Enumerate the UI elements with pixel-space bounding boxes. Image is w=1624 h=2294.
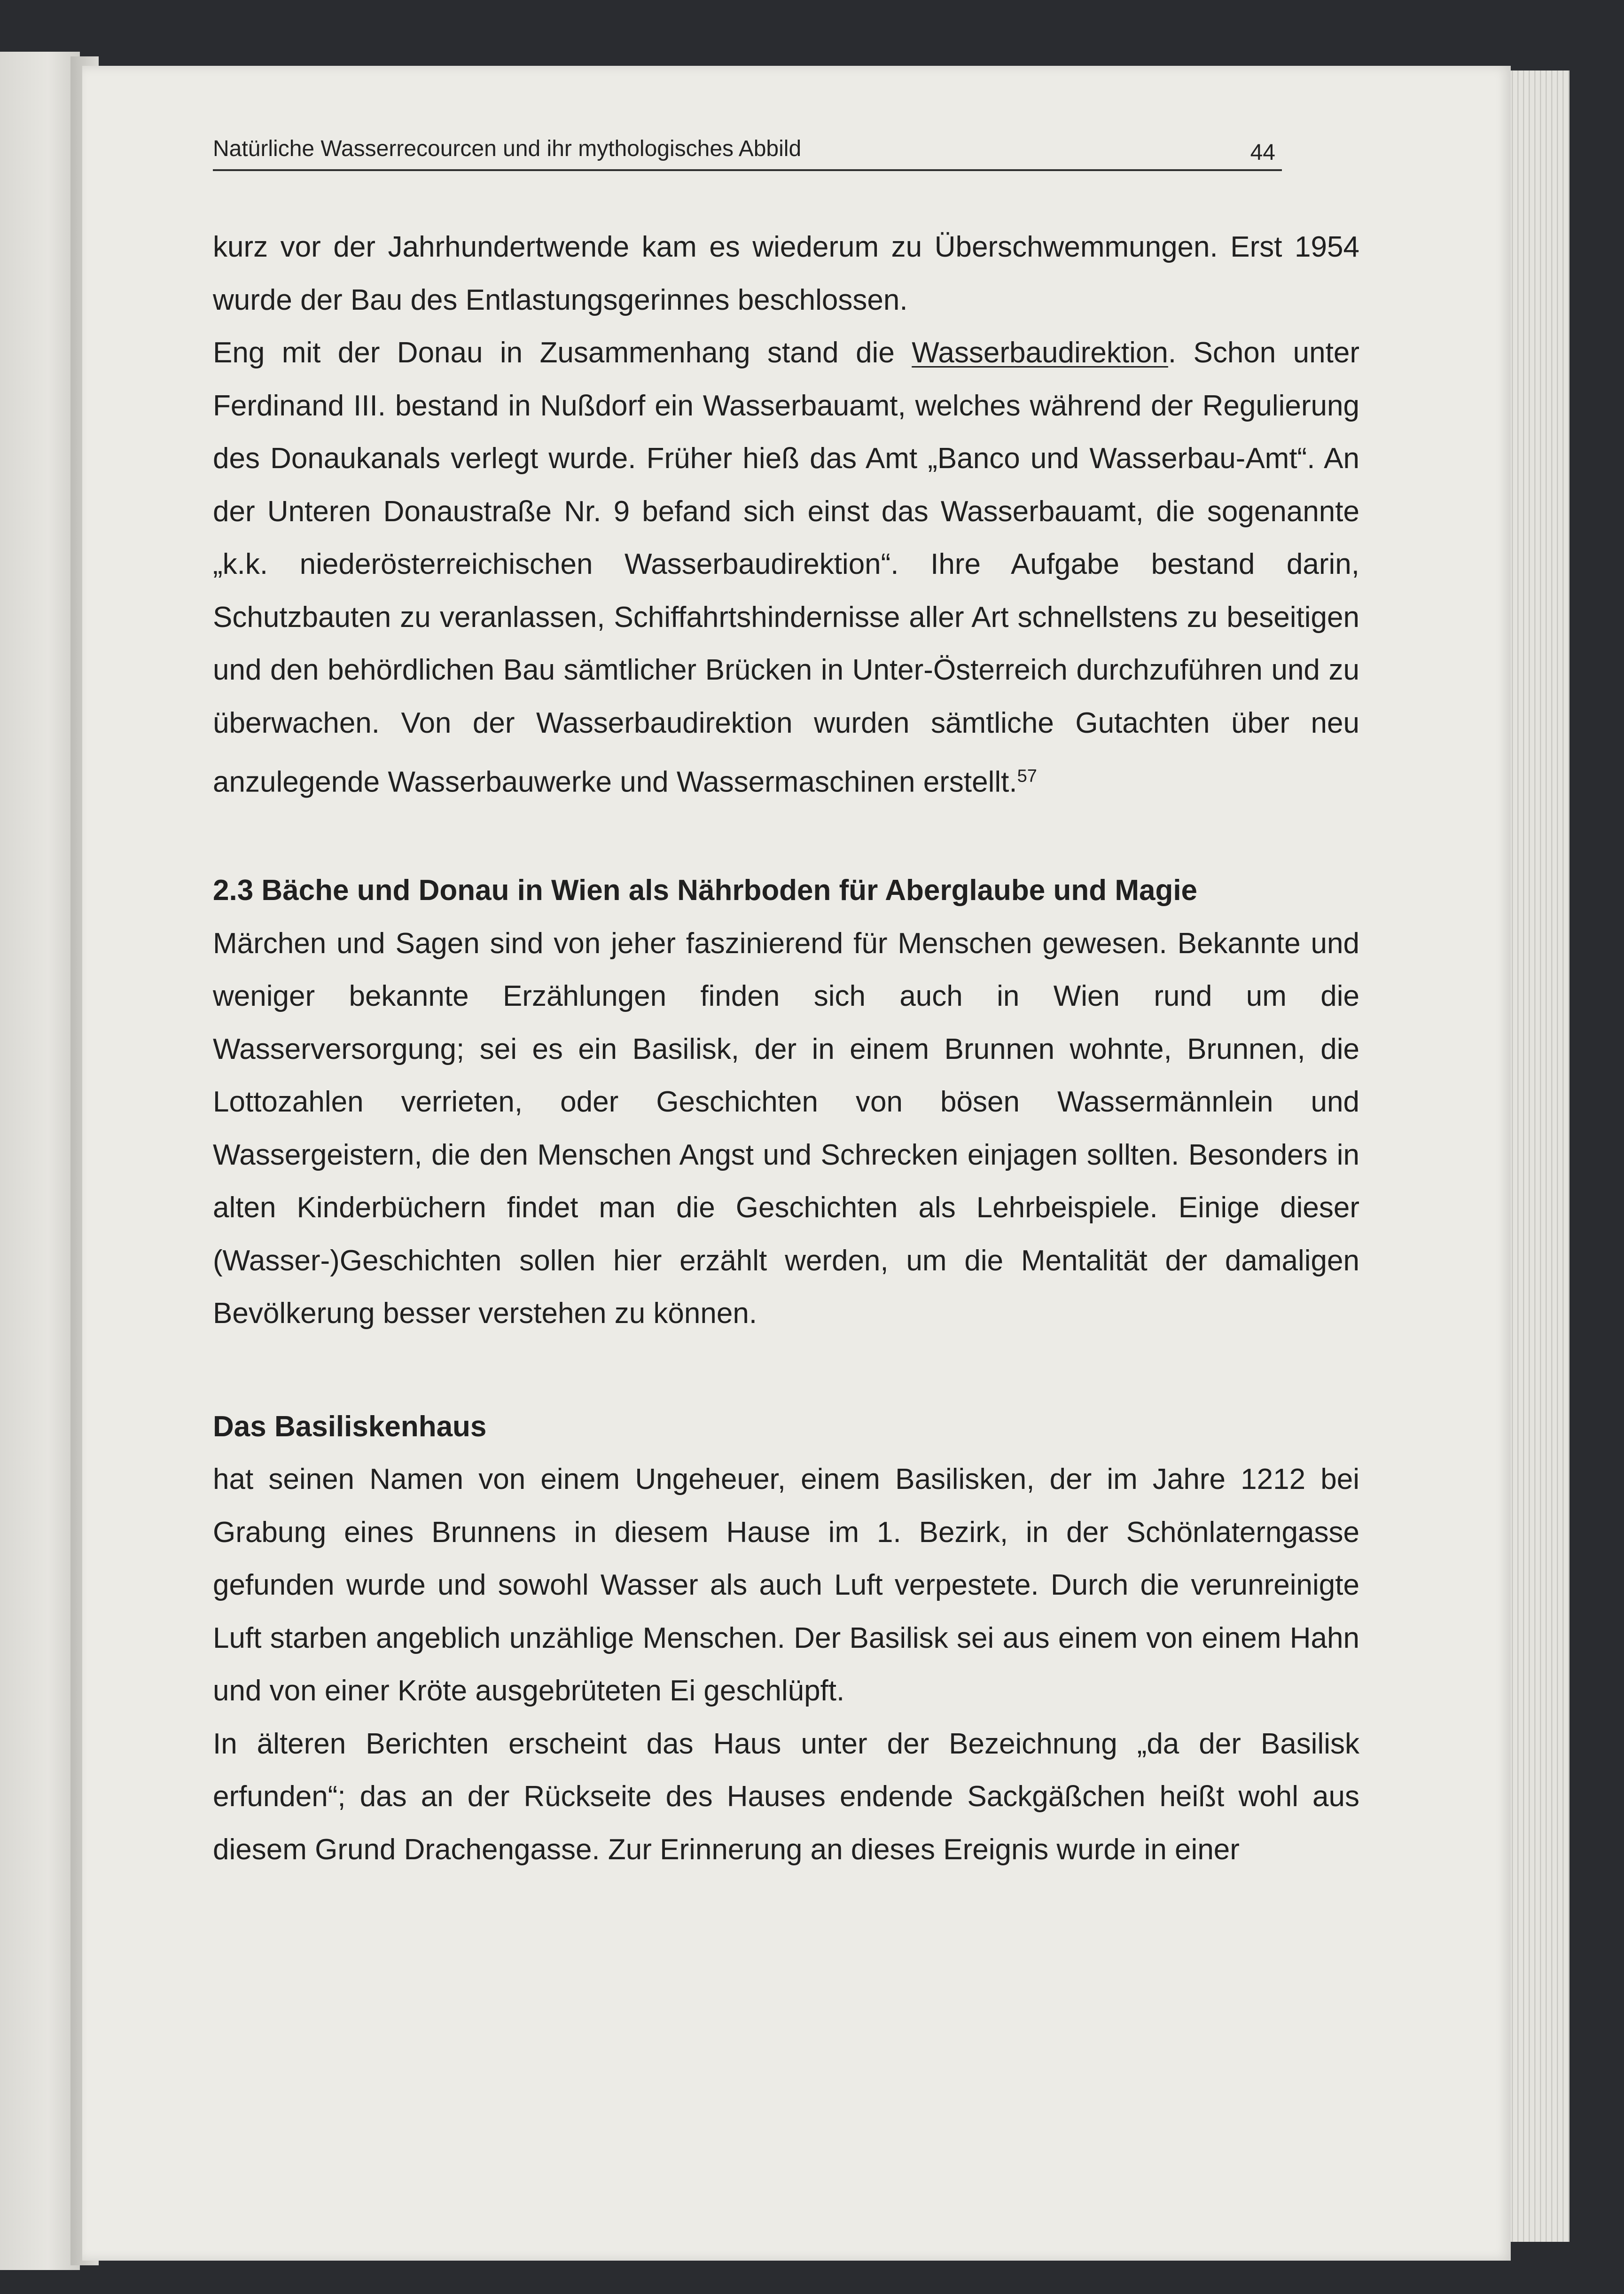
body-text [213, 221, 1359, 1876]
page-number: 44 [1250, 140, 1275, 165]
underlined-term: Wasserbaudirektion [912, 337, 1168, 369]
section-heading: 2.3 Bäche und Donau in Wien als Nährboden für Aberglaube und Magie [213, 874, 1198, 907]
paragraph: Märchen und Sagen sind von jeher faszinierend für Menschen gewesen. Bekannte und weniger bekannte Erzählungen finden sich auch in Wien rund um die Wasserversorgung; sei es ein Basilisk, der in einem Brunnen wohnte, Brunnen, die Lottozahlen verrieten, oder Geschichten von bösen Wassermännlein und Wassergeistern, die den Menschen Angst und Schrecken einjagen sollten. Besonders in alten Kinderbüchern findet man die Geschichten als Lehrbeispiele. Einige dieser (Wasser-)Geschichten sollen hier erzählt werden, um die Mentalität der damaligen Bevölkerung besser verstehen zu können. [213, 927, 1359, 1330]
paragraph-text: Eng mit der Donau in Zusammenhang stand die [213, 337, 912, 369]
paragraph: In älteren Berichten erscheint das Haus unter der Bezeichnung „da der Basilisk erfunden“; das an der Rückseite des Hauses endende Sackgäßchen heißt wohl aus diesem Grund Drachengasse. Zur Erinnerung an dieses Ereignis wurde in einer [213, 1727, 1359, 1866]
paragraph: kurz vor der Jahrhundertwende kam es wiederum zu Überschwemmungen. Erst 1954 wurde der Bau des Entlastungsgerinnes beschlossen. [213, 231, 1359, 316]
paragraph-text: . Schon unter Ferdinand III. bestand in Nußdorf ein Wasserbauamt, welches während der Regulierung des Donaukanals verlegt wurde. Früher hieß das Amt „Banco und Wasserbau-Amt“. An der Unteren Donaustraße Nr. 9 befand sich einst das Wasserbauamt, die sogenannte „k.k. niederösterreichischen Wasserbaudirektion“. Ihre Aufgabe bestand darin, Schutzbauten zu veranlassen, Schiffahrtshindernisse aller Art schnellstens zu beseitigen und den behördlichen Bau sämtlicher Brücken in Unter-Österreich durchzuführen und zu überwachen. Von der Wasserbaudirektion wurden sämtliche Gutachten über neu anzulegende Wasserbauwerke und Wassermaschinen erstellt. [213, 337, 1359, 799]
running-header [213, 127, 1282, 171]
header-title: Natürliche Wasserrecourcen und ihr mythologisches Abbild [213, 136, 802, 161]
paragraph: hat seinen Namen von einem Ungeheuer, einem Basilisken, der im Jahre 1212 bei Grabung eines Brunnens in diesem Hause im 1. Bezirk, in der Schönlaterngasse gefunden wurde und sowohl Wasser als auch Luft verpestete. Durch die verunreinigte Luft starben angeblich unzählige Menschen. Der Basilisk sei aus einem von einem Hahn und von einer Kröte ausgebrüteten Ei geschlüpft. [213, 1463, 1359, 1707]
paragraph [213, 327, 1359, 809]
book-page [82, 66, 1511, 2261]
left-page-edge [0, 52, 80, 2270]
subsection-heading: Das Basiliskenhaus [213, 1410, 487, 1443]
footnote-marker: 57 [1017, 766, 1037, 786]
